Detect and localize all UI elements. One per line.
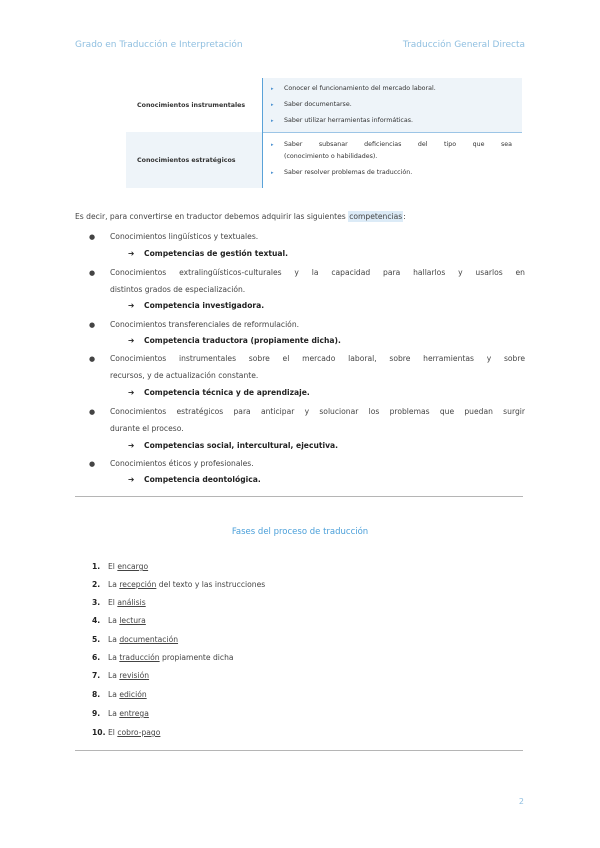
competence-arrow: ➔ Competencia investigadora. (128, 301, 265, 310)
knowledge-table (126, 78, 522, 188)
table-row (126, 78, 522, 132)
divider (75, 750, 523, 751)
bullet-icon: ● (89, 355, 96, 363)
section-title: Fases del proceso de traducción (231, 527, 369, 537)
table-row (126, 132, 522, 188)
competence-arrow: ➔ Competencia técnica y de aprendizaje. (128, 388, 310, 397)
bullet-icon: ● (89, 321, 96, 329)
bullet-icon: ▸ (271, 170, 274, 176)
bullet-icon: ● (89, 460, 96, 468)
phase-link[interactable]: lectura (119, 616, 146, 625)
arrow-icon: ➔ (128, 249, 135, 258)
bullet-icon: ● (89, 269, 96, 277)
phase-link[interactable]: encargo (117, 562, 149, 571)
arrow-icon: ➔ (128, 336, 135, 345)
phase-link[interactable]: recepción (119, 580, 157, 589)
page-number: 2 (518, 797, 524, 806)
bullet-icon: ▸ (271, 102, 274, 108)
bullet-icon: ▸ (271, 142, 274, 148)
phase-link[interactable]: análisis (117, 598, 146, 607)
divider (75, 496, 523, 497)
competence-arrow: ➔ Competencia deontológica. (128, 475, 261, 484)
header-degree: Grado en Traducción e Interpretación (75, 40, 243, 50)
arrow-icon: ➔ (128, 388, 135, 397)
bullet-icon: ▸ (271, 86, 274, 92)
phase-link[interactable]: edición (119, 690, 147, 699)
bullet-icon: ● (89, 233, 96, 241)
phase-link[interactable]: documentación (119, 635, 179, 644)
competence-arrow: ➔ Competencias de gestión textual. (128, 249, 289, 258)
phase-link[interactable]: traducción (119, 653, 160, 662)
page-header (75, 40, 525, 54)
competence-arrow: ➔ Competencias social, intercultural, ejecutiva. (128, 441, 339, 450)
table-divider (262, 132, 263, 188)
table-cell: ▸ Saber subsanar deficiencias del tipo que sea (conocimiento o habilidades). ▸ Saber resolver problemas de traducción. (271, 141, 512, 176)
phase-link[interactable]: cobro-pago (117, 728, 161, 737)
phase-link[interactable]: revisión (119, 671, 150, 680)
arrow-icon: ➔ (128, 441, 135, 450)
header-subject: Traducción General Directa (402, 40, 525, 50)
table-cell: ▸ Conocer el funcionamiento del mercado laboral. ▸ Saber documentarse. ▸ Saber utilizar herramientas informáticas. (263, 78, 522, 132)
arrow-icon: ➔ (128, 301, 135, 310)
highlighted-term: competencias (349, 212, 403, 221)
competence-arrow: ➔ Competencia traductora (propiamente dicha). (128, 336, 341, 345)
phase-link[interactable]: entrega (119, 709, 149, 718)
arrow-icon: ➔ (128, 475, 135, 484)
bullet-icon: ▸ (271, 118, 274, 124)
table-row-label: Conocimientos estratégicos (126, 132, 262, 188)
table-divider (262, 78, 263, 132)
table-row-label: Conocimientos instrumentales (126, 78, 262, 132)
intro-paragraph: Es decir, para convertirse en traductor debemos adquirir las siguientes competencias: (75, 212, 406, 221)
bullet-icon: ● (89, 408, 96, 416)
